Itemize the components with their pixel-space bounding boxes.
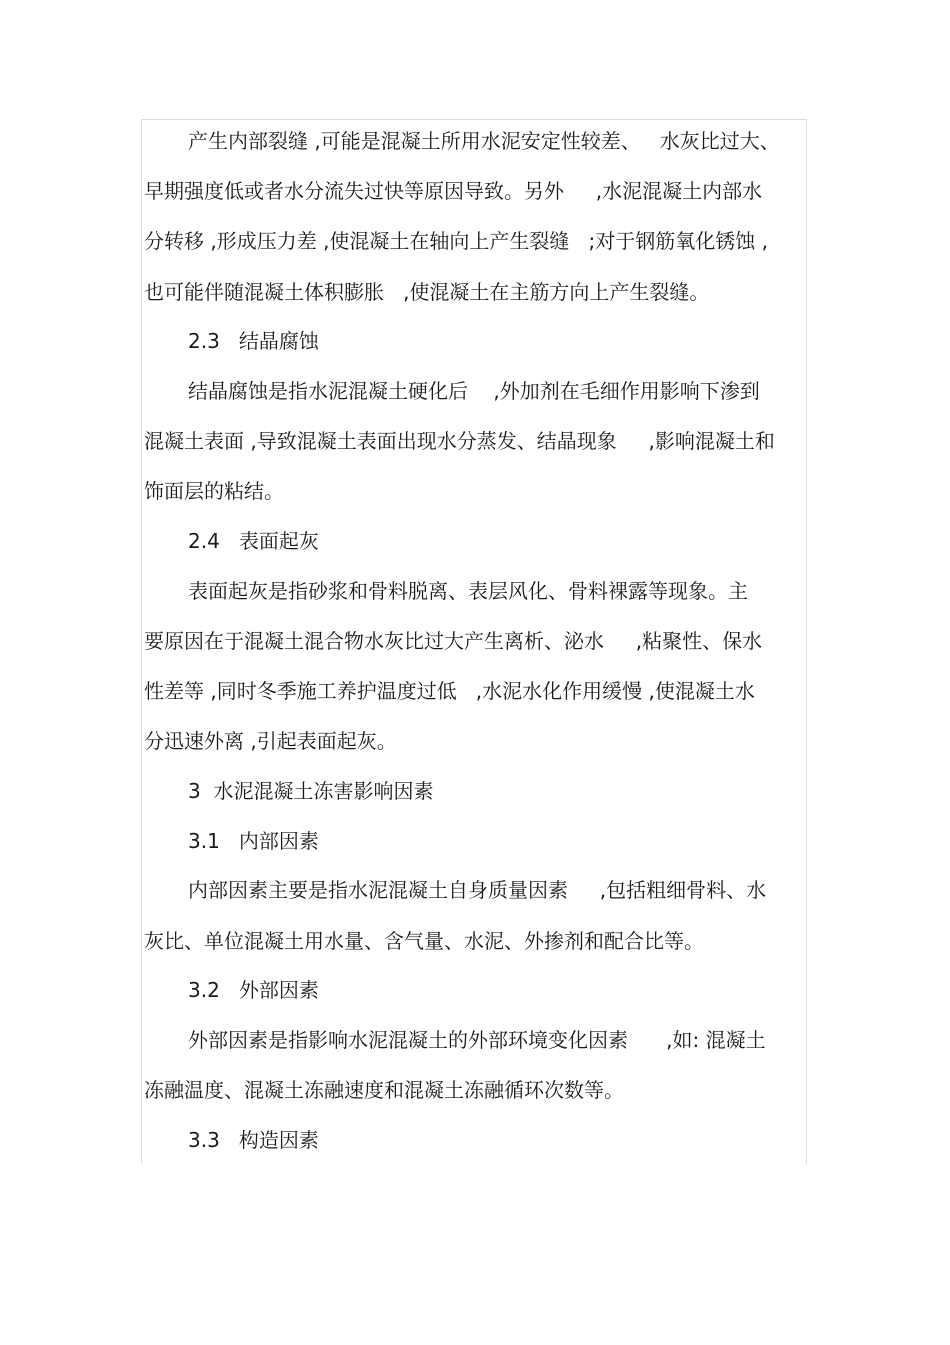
- section-heading-3-1: 3.1 内部因素: [188, 829, 319, 853]
- paragraph-line: 内部因素主要是指水泥混凝土自身质量因素 ,包括粗细骨料、水: [188, 878, 767, 902]
- paragraph-line: 产生内部裂缝 ,可能是混凝土所用水泥安定性较差、 水灰比过大、: [188, 129, 780, 153]
- paragraph-line: 混凝土表面 ,导致混凝土表面出现水分蒸发、结晶现象 ,影响混凝土和: [144, 429, 775, 453]
- paragraph-line: 分迅速外离 ,引起表面起灰。: [144, 729, 397, 753]
- paragraph-line: 早期强度低或者水分流失过快等原因导致。另外 ,水泥混凝土内部水: [144, 179, 763, 203]
- paragraph-line: 表面起灰是指砂浆和骨料脱离、表层风化、骨料裸露等现象。主: [188, 579, 748, 603]
- paragraph-line: 饰面层的粘结。: [144, 479, 284, 503]
- paragraph-line: 性差等 ,同时冬季施工养护温度过低 ,水泥水化作用缓慢 ,使混凝土水: [144, 679, 755, 703]
- paragraph-line: 结晶腐蚀是指水泥混凝土硬化后 ,外加剂在毛细作用影响下渗到: [188, 379, 760, 403]
- section-heading-2-3: 2.3 结晶腐蚀: [188, 329, 319, 353]
- section-heading-3: 3 水泥混凝土冻害影响因素: [188, 779, 434, 803]
- section-heading-2-4: 2.4 表面起灰: [188, 529, 319, 553]
- paragraph-line: 灰比、单位混凝土用水量、含气量、水泥、外掺剂和配合比等。: [144, 929, 704, 953]
- paragraph-line: 分转移 ,形成压力差 ,使混凝土在轴向上产生裂缝 ;对于钢筋氧化锈蚀 ,: [144, 229, 768, 253]
- paragraph-line: 冻融温度、混凝土冻融速度和混凝土冻融循环次数等。: [144, 1078, 624, 1102]
- section-heading-3-3: 3.3 构造因素: [188, 1128, 319, 1152]
- paragraph-line: 也可能伴随混凝土体积膨胀 ,使混凝土在主筋方向上产生裂缝。: [144, 280, 710, 304]
- paragraph-line: 外部因素是指影响水泥混凝土的外部环境变化因素 ,如: 混凝土: [188, 1028, 766, 1052]
- section-heading-3-2: 3.2 外部因素: [188, 978, 319, 1002]
- paragraph-line: 要原因在于混凝土混合物水灰比过大产生离析、泌水 ,粘聚性、保水: [144, 629, 763, 653]
